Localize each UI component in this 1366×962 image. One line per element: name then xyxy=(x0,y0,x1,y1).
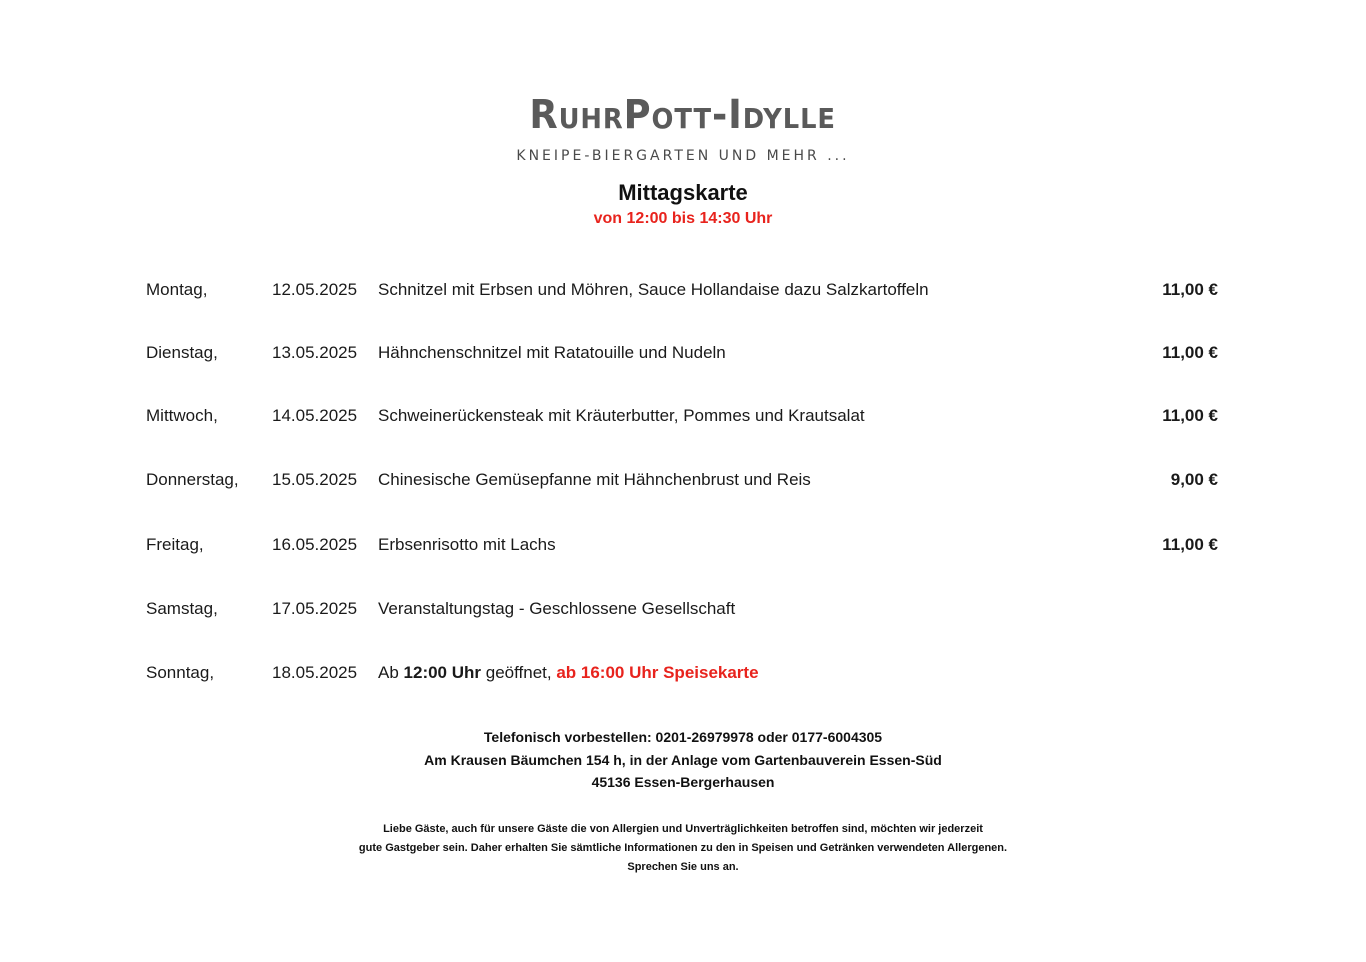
allergy-note xyxy=(0,820,1366,877)
menu-date: 13.05.2025 xyxy=(272,343,358,362)
menu-row-monday xyxy=(0,277,1366,303)
opening-hours: von 12:00 bis 14:30 Uhr xyxy=(593,210,773,227)
menu-price: 11,00 € xyxy=(1162,280,1218,299)
menu-row-sunday xyxy=(0,660,1366,686)
menu-price: 11,00 € xyxy=(1162,406,1218,425)
dish-mid: geöffnet, xyxy=(481,663,557,682)
menu-day: Sonntag, xyxy=(146,663,215,682)
allergy-note-line: Sprechen Sie uns an. xyxy=(627,861,739,873)
allergy-note-line: Liebe Gäste, auch für unsere Gäste die von Allergien und Unverträglichkeiten betroffen sind, möchten wir jederzeit xyxy=(383,823,983,835)
menu-dish: Hähnchenschnitzel mit Ratatouille und Nudeln xyxy=(378,343,726,362)
contact-address: Am Krausen Bäumchen 154 h, in der Anlage vom Gartenbauverein Essen-Süd xyxy=(424,751,942,768)
menu-price: 11,00 € xyxy=(1162,343,1218,362)
menu-day: Mittwoch, xyxy=(146,406,218,425)
menu-date: 15.05.2025 xyxy=(272,470,358,489)
menu-day: Montag, xyxy=(146,280,208,299)
menu-dish xyxy=(378,660,759,686)
dish-prefix: Ab xyxy=(378,663,404,682)
menu-date: 17.05.2025 xyxy=(272,599,358,618)
menu-row-thursday xyxy=(0,467,1366,493)
dish-menu-notice: ab 16:00 Uhr Speisekarte xyxy=(556,663,759,682)
logo-tagline: KNEIPE-BIERGARTEN UND MEHR ... xyxy=(516,148,850,164)
page-title: Mittagskarte xyxy=(618,180,748,205)
allergy-note-line: gute Gastgeber sein. Daher erhalten Sie sämtliche Informationen zu den in Speisen und Getränken verwendeten Allergenen. xyxy=(358,842,1008,854)
menu-row-wednesday xyxy=(0,403,1366,429)
menu-date: 18.05.2025 xyxy=(272,663,358,682)
dish-opening-time: 12:00 Uhr xyxy=(403,663,482,682)
menu-day: Freitag, xyxy=(146,535,204,554)
menu-row-saturday xyxy=(0,596,1366,622)
menu-dish: Veranstaltungstag - Geschlossene Gesellschaft xyxy=(378,599,736,618)
contact-block xyxy=(0,726,1366,794)
logo-wordmark: RuhrPott-Idylle xyxy=(529,92,837,138)
menu-dish: Schweinerückensteak mit Kräuterbutter, Pommes und Krautsalat xyxy=(378,406,865,425)
menu-row-friday xyxy=(0,532,1366,558)
menu-date: 14.05.2025 xyxy=(272,406,358,425)
menu-price: 11,00 € xyxy=(1162,535,1218,554)
logo xyxy=(0,86,1366,164)
menu-price: 9,00 € xyxy=(1170,470,1218,489)
menu-dish: Schnitzel mit Erbsen und Möhren, Sauce Hollandaise dazu Salzkartoffeln xyxy=(378,280,929,299)
menu-date: 12.05.2025 xyxy=(272,280,358,299)
contact-city: 45136 Essen-Bergerhausen xyxy=(591,774,775,790)
menu-day: Samstag, xyxy=(146,599,218,618)
contact-phone: Telefonisch vorbestellen: 0201-26979978 oder 0177-6004305 xyxy=(483,729,883,745)
menu-row-tuesday xyxy=(0,340,1366,366)
menu-day: Donnerstag, xyxy=(146,470,239,489)
menu-dish: Erbsenrisotto mit Lachs xyxy=(378,535,556,554)
menu-date: 16.05.2025 xyxy=(272,535,358,554)
menu-day: Dienstag, xyxy=(146,343,218,362)
menu-dish: Chinesische Gemüsepfanne mit Hähnchenbrust und Reis xyxy=(378,470,811,489)
